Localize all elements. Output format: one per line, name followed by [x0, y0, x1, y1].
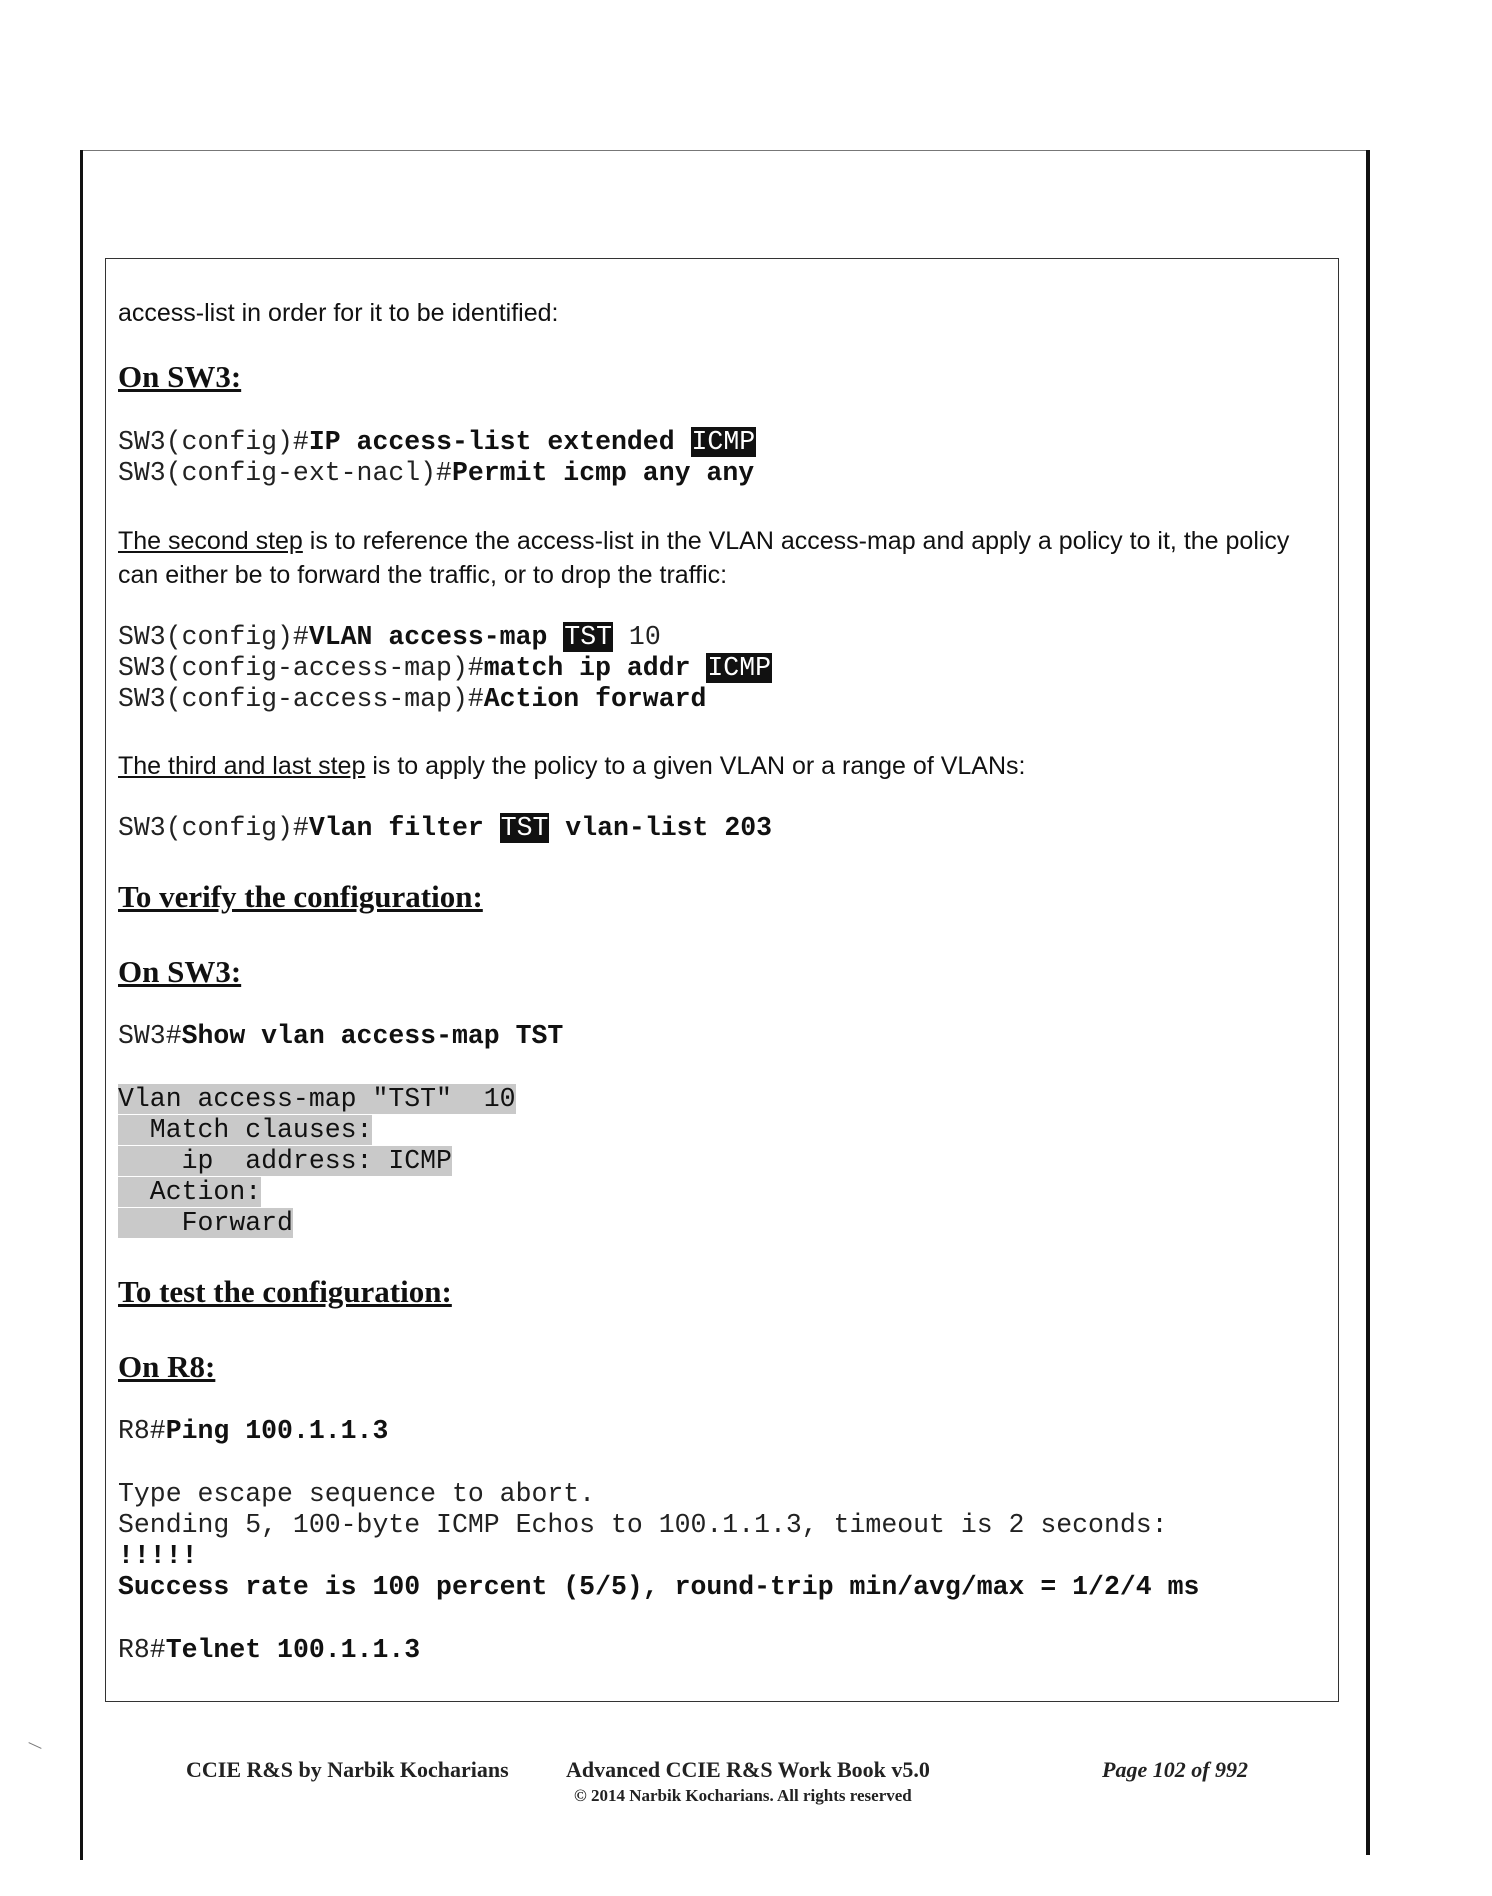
- code-line: [118, 653, 772, 684]
- ping-success-text: Success rate is 100 percent (5/5), round-trip min/avg/max = 1/2/4 ms: [118, 1572, 1200, 1602]
- code-command: Permit icmp any any: [451, 458, 755, 488]
- scan-mark: [28, 1742, 41, 1749]
- page-right-rule: [1366, 150, 1370, 1855]
- step2-paragraph: [118, 524, 1289, 558]
- heading-test: To test the configuration:: [118, 1274, 452, 1309]
- code-prompt: SW3(config)#: [118, 622, 309, 652]
- code-command: Ping 100.1.1.3: [165, 1416, 389, 1446]
- step3-paragraph: [118, 749, 1025, 783]
- footer-title: Advanced CCIE R&S Work Book v5.0: [566, 1757, 930, 1782]
- output-text: Match clauses:: [118, 1115, 373, 1145]
- code-line: [118, 1635, 420, 1666]
- step3-text: is to apply the policy to a given VLAN or a range of VLANs:: [365, 752, 1026, 780]
- ping-bangs: [118, 1541, 198, 1572]
- code-command: match ip addr: [483, 653, 707, 683]
- code-prompt: R8#: [118, 1416, 166, 1446]
- code-command: IP access-list extended: [308, 427, 691, 457]
- code-command: Vlan filter: [308, 813, 500, 843]
- step2-text: is to reference the access-list in the VLAN access-map and apply a policy to it, the policy: [302, 527, 1290, 555]
- highlighted-token: ICMP: [707, 653, 772, 683]
- footer-author: CCIE R&S by Narbik Kocharians: [186, 1757, 509, 1782]
- ping-output-line: Sending 5, 100-byte ICMP Echos to 100.1.1.3, timeout is 2 seconds:: [118, 1510, 1168, 1540]
- code-line: [118, 1416, 388, 1447]
- step2-lead: The second step: [118, 527, 303, 555]
- code-rest: 10: [613, 622, 661, 652]
- page-top-rule: [80, 150, 1370, 151]
- code-line: [118, 813, 772, 844]
- code-line: [118, 684, 706, 715]
- code-prompt: SW3(config-access-map)#: [118, 684, 484, 714]
- code-prompt: SW3(config)#: [118, 427, 309, 457]
- code-prompt: SW3(config-ext-nacl)#: [118, 458, 452, 488]
- footer-copyright: © 2014 Narbik Kocharians. All rights reserved: [574, 1786, 912, 1805]
- verify-output-line: [118, 1146, 452, 1177]
- code-line: [118, 458, 754, 489]
- code-prompt: SW3#: [118, 1021, 182, 1051]
- code-prompt: SW3(config)#: [118, 813, 309, 843]
- code-prompt: R8#: [118, 1635, 166, 1665]
- code-command: Show vlan access-map TST: [181, 1021, 564, 1051]
- code-prompt: SW3(config-access-map)#: [118, 653, 484, 683]
- highlighted-token: ICMP: [691, 427, 756, 457]
- heading-on-sw3: On SW3:: [118, 359, 242, 394]
- code-command: VLAN access-map: [308, 622, 564, 652]
- content-box: [105, 258, 1339, 1702]
- code-line: [118, 1021, 563, 1052]
- heading-verify: To verify the configuration:: [118, 879, 483, 914]
- code-command: Telnet 100.1.1.3: [165, 1635, 421, 1665]
- verify-output-line: [118, 1084, 516, 1115]
- code-command: Action forward: [483, 684, 707, 714]
- code-line: [118, 622, 661, 653]
- code-line: [118, 427, 756, 458]
- footer-page-number: Page 102 of 992: [1102, 1757, 1249, 1782]
- verify-output-line: [118, 1208, 293, 1239]
- output-text: Action:: [118, 1177, 262, 1207]
- ping-output-line: Type escape sequence to abort.: [118, 1479, 596, 1509]
- output-text: Vlan access-map "TST" 10: [118, 1084, 516, 1114]
- verify-output-line: [118, 1177, 261, 1208]
- highlighted-token: TST: [564, 622, 613, 652]
- page-left-rule: [80, 150, 83, 1860]
- verify-output-line: [118, 1115, 372, 1146]
- step3-lead: The third and last step: [118, 752, 366, 780]
- code-rest: vlan-list 203: [549, 813, 773, 843]
- output-text: ip address: ICMP: [118, 1146, 452, 1176]
- heading-on-r8: On R8:: [118, 1349, 216, 1384]
- highlighted-token: TST: [500, 813, 549, 843]
- ping-bangs-text: !!!!!: [118, 1541, 198, 1571]
- heading-on-sw3-verify: On SW3:: [118, 954, 242, 989]
- intro-text: access-list in order for it to be identified:: [118, 299, 559, 327]
- step2-paragraph-line2: can either be to forward the traffic, or to drop the traffic:: [118, 561, 728, 589]
- output-text: Forward: [118, 1208, 293, 1238]
- ping-success-line: [118, 1572, 1199, 1603]
